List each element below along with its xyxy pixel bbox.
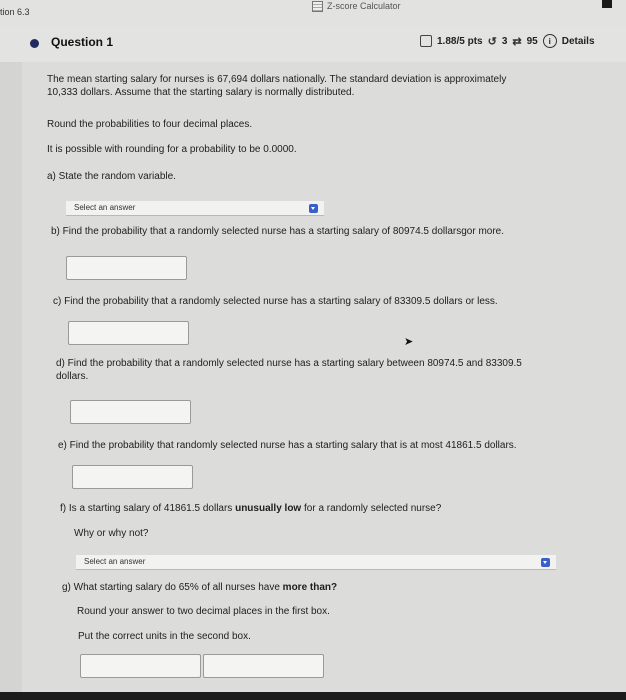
problem-line-1: The mean starting salary for nurses is 67,694 dollars nationally. The standard deviation is approximately [47, 74, 507, 85]
undo-icon[interactable]: ↺ [487, 35, 497, 48]
score-icon [420, 35, 432, 47]
part-a-label: a) State the random variable. [47, 171, 176, 182]
calculator-tab[interactable] [312, 0, 401, 12]
top-bar [0, 0, 626, 27]
part-f-select[interactable] [76, 555, 556, 570]
section-label: tion 6.3 [0, 7, 30, 17]
dropdown-arrow-icon [541, 558, 550, 567]
part-g-label [62, 581, 337, 594]
details-link[interactable]: Details [561, 35, 595, 47]
part-e-answer-input[interactable] [72, 465, 193, 489]
retry-icon: ⇄ [512, 35, 522, 48]
part-f-why: Why or why not? [74, 528, 149, 539]
calculator-label: Z-score Calculator [327, 1, 401, 11]
part-g-units-input[interactable] [203, 654, 324, 678]
problem-line-2: 10,333 dollars. Assume that the starting salary is normally distributed. [47, 87, 355, 98]
part-f-label-suffix: for a randomly selected nurse? [304, 503, 442, 514]
score-text: 1.88/5 pts [437, 35, 483, 47]
part-d-answer-input[interactable] [70, 400, 191, 424]
part-f-label [60, 502, 441, 515]
part-c-answer-input[interactable] [68, 321, 189, 345]
part-f-label-prefix: f) Is a starting salary of 41861.5 dollars [60, 503, 233, 514]
part-d-label-line-2: dollars. [56, 371, 89, 382]
bottom-edge [0, 692, 626, 700]
window-corner [602, 0, 612, 8]
rounding-instruction: Round the probabilities to four decimal places. [47, 119, 253, 130]
part-e-label: e) Find the probability that randomly selected nurse has a starting salary that is at most 41861.5 dollars. [58, 440, 517, 451]
question-body [22, 62, 626, 692]
retries-count: 3 [501, 35, 508, 47]
rounding-note: It is possible with rounding for a probability to be 0.0000. [47, 144, 297, 155]
info-icon[interactable]: i [543, 34, 557, 48]
part-b-answer-input[interactable] [66, 256, 187, 280]
question-title: Question 1 [51, 35, 114, 49]
dropdown-arrow-icon [309, 204, 318, 213]
part-d-label-line-1: d) Find the probability that a randomly selected nurse has a starting salary between 80974.5 and 83309.5 [56, 358, 522, 369]
part-c-label: c) Find the probability that a randomly selected nurse has a starting salary of 83309.5 dollars or less. [53, 296, 498, 307]
calculator-icon [312, 1, 323, 12]
part-g-label-bold: more than? [282, 582, 338, 593]
part-g-label-prefix: g) What starting salary do 65% of all nurses have [62, 582, 280, 593]
part-g-units-note: Put the correct units in the second box. [78, 631, 251, 642]
question-meta [420, 28, 595, 54]
part-a-select[interactable] [66, 201, 324, 216]
part-g-value-input[interactable] [80, 654, 201, 678]
attempts-count: 95 [526, 35, 538, 47]
part-g-round-note: Round your answer to two decimal places in the first box. [77, 606, 330, 617]
part-b-label: b) Find the probability that a randomly selected nurse has a starting salary of 80974.5 dollarsgor more. [51, 226, 505, 237]
part-a-select-placeholder: Select an answer [74, 203, 136, 212]
question-status-dot [30, 39, 39, 48]
part-f-select-placeholder: Select an answer [84, 557, 146, 566]
part-f-label-bold: unusually low [235, 503, 302, 514]
mouse-cursor: ➤ [404, 336, 414, 348]
